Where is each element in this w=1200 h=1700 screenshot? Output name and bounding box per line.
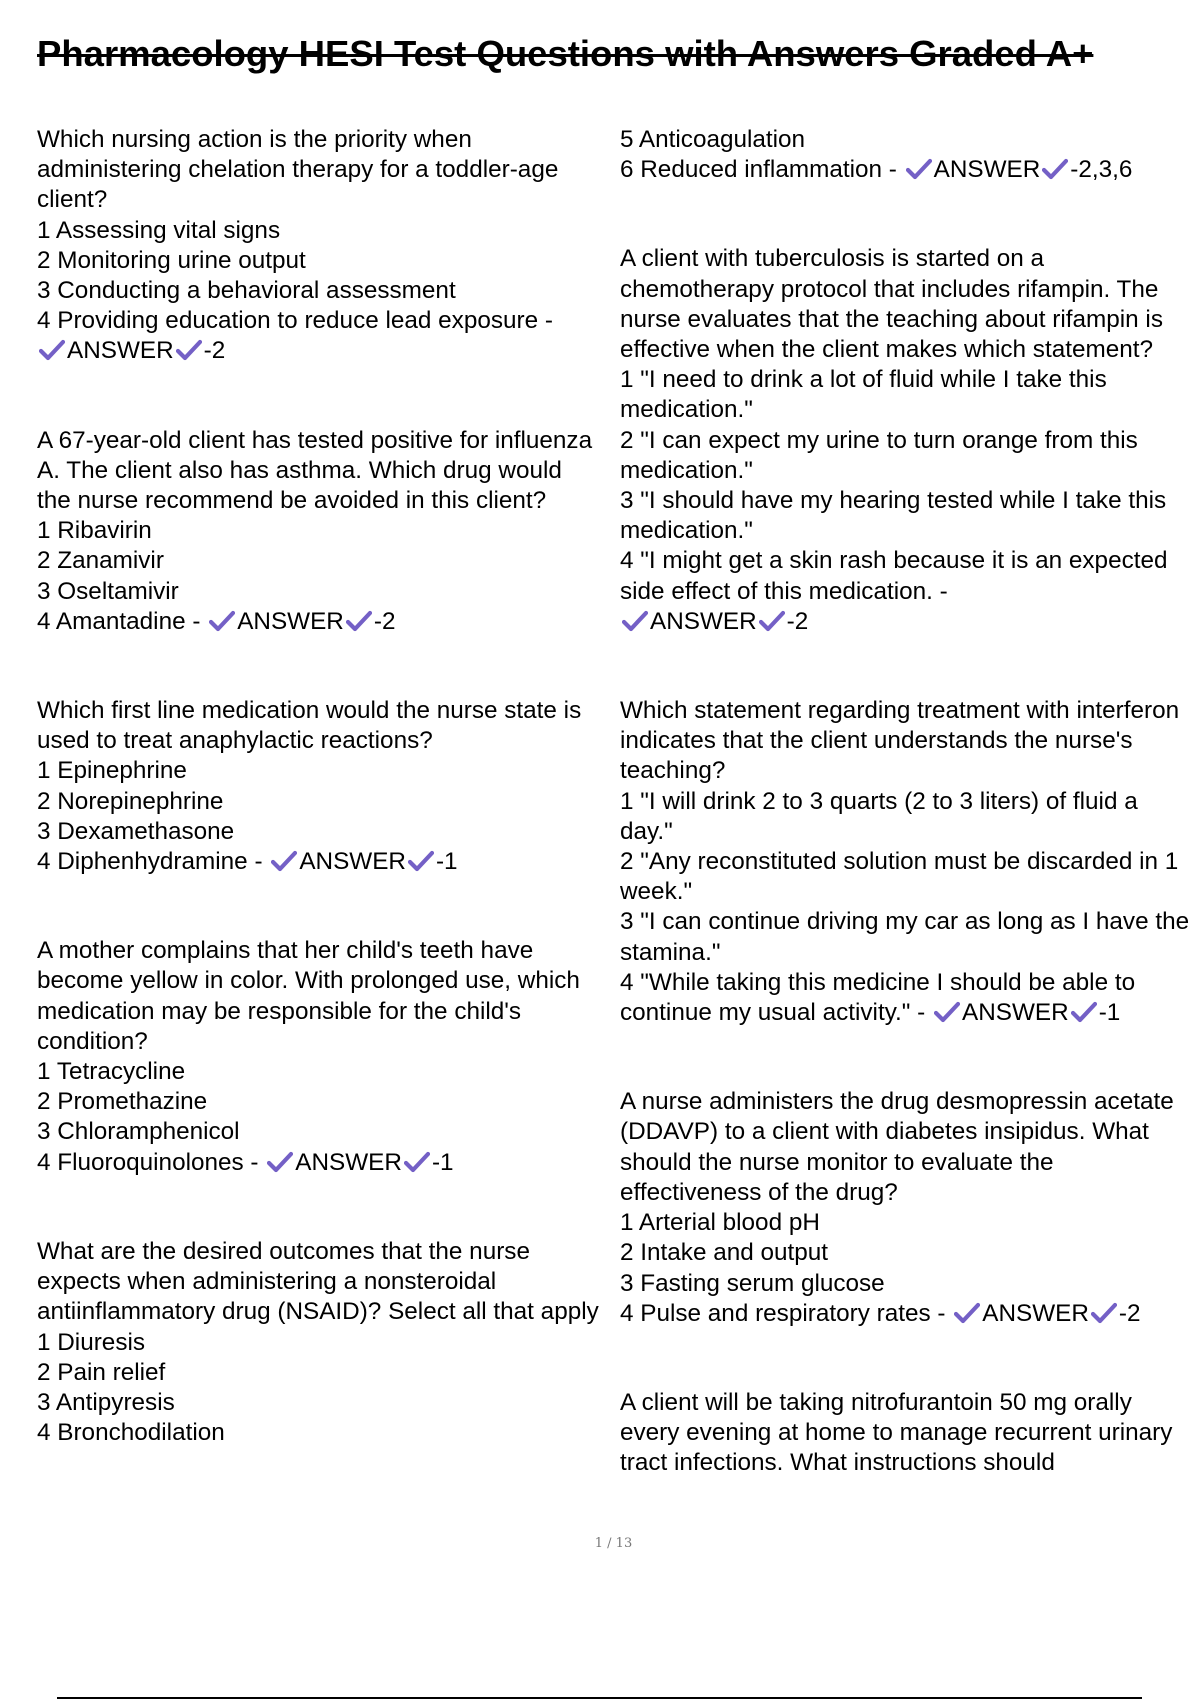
option: 2 Zanamivir xyxy=(37,547,164,575)
answer-line xyxy=(37,607,599,640)
question-block xyxy=(620,1388,1190,1479)
question-block xyxy=(37,936,599,1181)
option: 1 Epinephrine xyxy=(37,757,187,785)
page-number: 1 / 13 xyxy=(594,1536,633,1551)
option: 5 Anticoagulation xyxy=(620,126,806,153)
option: 1 Ribavirin xyxy=(37,517,152,545)
answer-line xyxy=(620,155,1190,188)
option: 1 "I need to drink a lot of fluid while I take this medication." xyxy=(620,366,1107,424)
option: 1 "I will drink 2 to 3 quarts (2 to 3 liters) of fluid a day." xyxy=(620,787,1138,845)
option: 4 Pulse and respiratory rates - xyxy=(620,1299,946,1327)
option: 2 "I can expect my urine to turn orange from this medication." xyxy=(620,426,1138,484)
checkmark-icon xyxy=(271,850,297,880)
option: 1 Assessing vital signs xyxy=(37,216,281,244)
question-text: Which nursing action is the priority when administering chelation therapy for a toddler-age client? xyxy=(37,126,559,214)
checkmark-icon xyxy=(906,158,932,188)
checkmark-icon xyxy=(404,1151,430,1181)
checkmark-icon xyxy=(209,610,235,640)
option: 4 Fluoroquinolones - xyxy=(37,1148,259,1176)
option: 1 Tetracycline xyxy=(37,1058,186,1086)
option: 3 Fasting serum glucose xyxy=(620,1269,885,1297)
option: 2 Norepinephrine xyxy=(37,787,224,815)
option: 2 Monitoring urine output xyxy=(37,246,306,274)
checkmark-icon xyxy=(39,339,65,369)
answer-value: -2,3,6 xyxy=(1070,156,1133,184)
checkmark-icon xyxy=(954,1302,980,1332)
answer-line xyxy=(37,336,599,369)
option: 2 Intake and output xyxy=(620,1239,829,1267)
answer-label: ANSWER xyxy=(67,337,174,365)
question-block xyxy=(37,696,599,880)
option: 3 Antipyresis xyxy=(37,1388,175,1416)
option: 3 Dexamethasone xyxy=(37,817,235,845)
option: 2 Promethazine xyxy=(37,1088,208,1116)
question-block xyxy=(620,1087,1190,1332)
option: 4 "I might get a skin rash because it is an expected side effect of this medication. - xyxy=(620,547,1168,605)
answer-label: ANSWER xyxy=(982,1299,1089,1327)
question-text: A 67-year-old client has tested positive for influenza A. The client also has asthma. Which drug would the nurse recommend be avoided in this client? xyxy=(37,426,593,515)
option: 3 "I can continue driving my car as long as I have the stamina." xyxy=(620,908,1190,966)
answer-line xyxy=(620,1299,1190,1332)
checkmark-icon xyxy=(408,850,434,880)
question-text: A client with tuberculosis is started on a chemotherapy protocol that includes rifampin. The nurse evaluates that the teaching about rifampin is effective when the client makes which statement? xyxy=(620,245,1163,364)
checkmark-icon xyxy=(622,610,648,640)
question-text: Which statement regarding treatment with interferon indicates that the client understands the nurse's teaching? xyxy=(620,697,1180,785)
question-text: Which first line medication would the nurse state is used to treat anaphylactic reactions? xyxy=(37,697,582,755)
option: 6 Reduced inflammation - xyxy=(620,156,897,184)
question-text: A client will be taking nitrofurantoin 50 mg orally every evening at home to manage recurrent urinary tract infections. What instructions should xyxy=(620,1388,1173,1477)
answer-label: ANSWER xyxy=(295,1148,402,1176)
right-column xyxy=(620,125,1190,1479)
question-block xyxy=(620,244,1190,640)
question-continuation xyxy=(620,125,1190,188)
answer-label: ANSWER xyxy=(933,156,1041,184)
answer-value: -2 xyxy=(786,607,809,635)
option: 1 Diuresis xyxy=(37,1328,146,1356)
answer-label: ANSWER xyxy=(962,999,1069,1027)
answer-line xyxy=(620,968,1190,1031)
question-block xyxy=(37,125,599,370)
answer-label: ANSWER xyxy=(650,607,757,635)
answer-label: ANSWER xyxy=(237,607,344,635)
option: 4 "While taking this medicine I should be able to continue my usual activity." - xyxy=(620,968,1136,1027)
answer-value: -1 xyxy=(435,848,458,876)
question-text: A nurse administers the drug desmopressin acetate (DDAVP) to a client with diabetes insipidus. What should the nurse monitor to evaluate the effectiveness of the drug? xyxy=(620,1088,1174,1206)
answer-line xyxy=(620,607,1190,640)
checkmark-icon xyxy=(1091,1302,1117,1332)
checkmark-icon xyxy=(1071,1001,1097,1031)
checkmark-icon xyxy=(1042,158,1068,188)
question-block xyxy=(37,1237,599,1448)
question-block xyxy=(620,696,1190,1031)
answer-value: -1 xyxy=(431,1148,454,1176)
left-column xyxy=(37,125,599,1448)
option: 1 Arterial blood pH xyxy=(620,1209,820,1237)
checkmark-icon xyxy=(267,1151,293,1181)
checkmark-icon xyxy=(934,1001,960,1031)
answer-label: ANSWER xyxy=(299,848,406,876)
question-block xyxy=(37,426,599,640)
option: 3 "I should have my hearing tested while I take this medication." xyxy=(620,487,1167,545)
question-text: A mother complains that her child's teeth have become yellow in color. With prolonged use, which medication may be responsible for the child's condition? xyxy=(37,937,580,1055)
option: 4 Amantadine - xyxy=(37,607,201,635)
option: 3 Conducting a behavioral assessment xyxy=(37,277,456,305)
answer-value: -2 xyxy=(203,337,226,365)
document-title: Pharmacology HESI Test Questions with Answers Graded A+ xyxy=(37,33,1094,74)
option: 2 "Any reconstituted solution must be discarded in 1 week." xyxy=(620,848,1179,906)
option: 2 Pain relief xyxy=(37,1358,166,1386)
answer-line xyxy=(37,1148,599,1181)
answer-line xyxy=(37,847,599,880)
option: 3 Oseltamivir xyxy=(37,577,179,605)
answer-value: -1 xyxy=(1098,999,1121,1027)
option: 4 Providing education to reduce lead exposure - xyxy=(37,307,553,335)
answer-value: -2 xyxy=(1118,1299,1141,1327)
checkmark-icon xyxy=(759,610,785,640)
option: 4 Bronchodilation xyxy=(37,1419,225,1447)
question-text: What are the desired outcomes that the nurse expects when administering a nonsteroidal antiinflammatory drug (NSAID)? Select all that apply xyxy=(37,1237,599,1326)
bottom-rule xyxy=(57,1697,1142,1699)
option: 3 Chloramphenicol xyxy=(37,1118,240,1146)
checkmark-icon xyxy=(346,610,372,640)
checkmark-icon xyxy=(176,339,202,369)
answer-value: -2 xyxy=(373,607,396,635)
option: 4 Diphenhydramine - xyxy=(37,848,263,876)
